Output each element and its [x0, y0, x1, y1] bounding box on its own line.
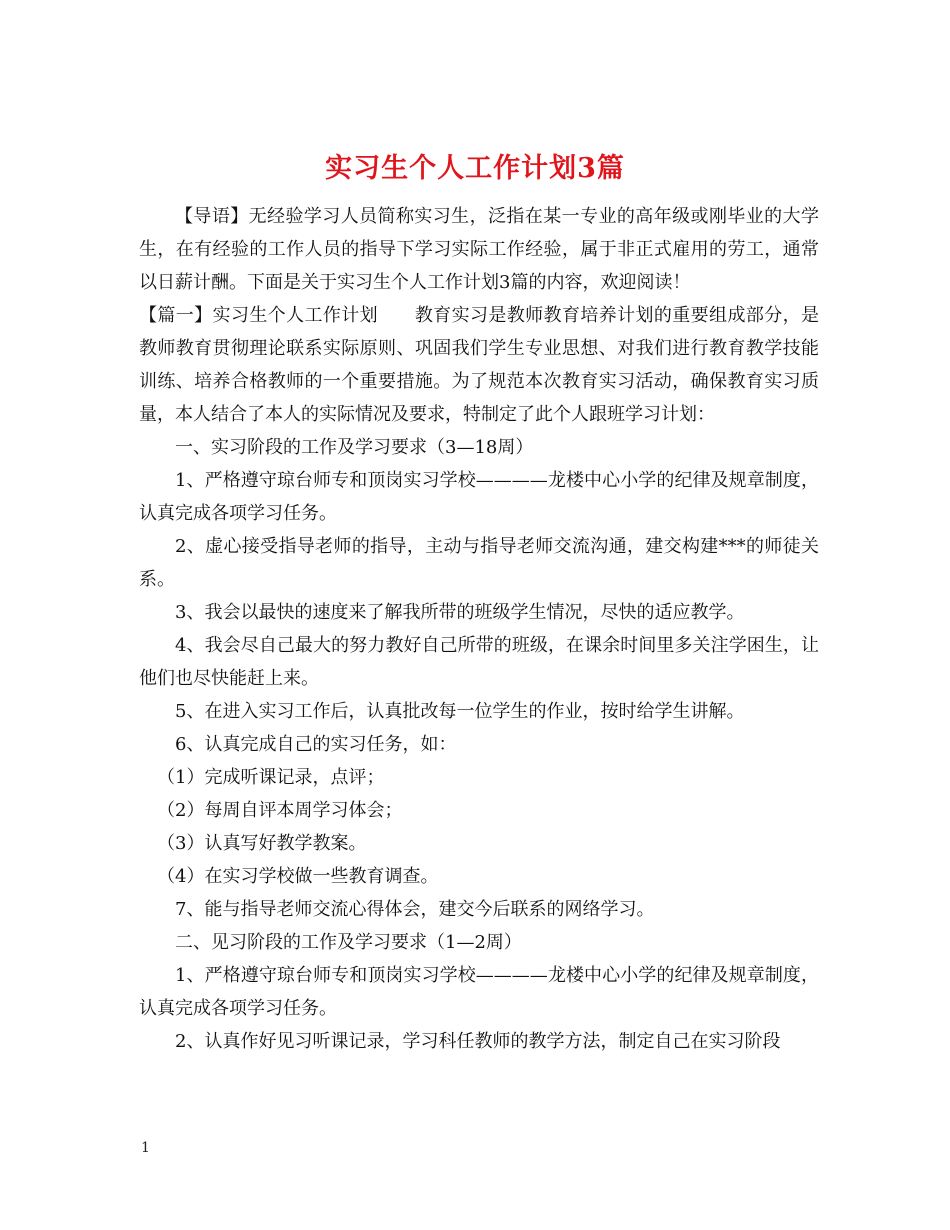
paragraph: （3）认真写好教学教案。: [157, 833, 367, 854]
paragraph: 7、能与指导老师交流心得体会，建交今后联系的网络学习。: [175, 899, 655, 920]
paragraph: （2）每周自评本周学习体会；: [157, 800, 403, 821]
paragraph: 5、在进入实习工作后，认真批改每一位学生的作业，按时给学生讲解。: [175, 701, 745, 722]
paragraph: 一、实习阶段的工作及学习要求（3—18周）: [175, 437, 534, 458]
paragraph: 1、严格遵守琼台师专和顶岗实习学校————龙楼中心小学的纪律及规章制度，认真完成各项学习任务。: [139, 470, 819, 524]
paragraph: 【导语】无经验学习人员简称实习生，泛指在某一专业的高年级或刚毕业的大学生，在有经验的工作人员的指导下学习实际工作经验，属于非正式雇用的劳工，通常以日薪计酬。下面是关于实习生个人工作计划3篇的内容，欢迎阅读！: [139, 206, 819, 293]
page-number: 1: [141, 1140, 150, 1156]
document-title: 实习生个人工作计划3篇: [325, 153, 625, 185]
paragraph: 6、认真完成自己的实习任务，如：: [175, 734, 457, 755]
paragraph: 4、我会尽自己最大的努力教好自己所带的班级，在课余时间里多关注学困生，让他们也尽快能赶上来。: [139, 635, 819, 689]
paragraph: 3、我会以最快的速度来了解我所带的班级学生情况，尽快的适应教学。: [175, 602, 745, 623]
paragraph: 【篇一】实习生个人工作计划 教育实习是教师教育培养计划的重要组成部分，是教师教育贯彻理论联系实际原则、巩固我们学生专业思想、对我们进行教育教学技能训练、培养合格教师的一个重要措施。为了规范本次教育实习活动，确保教育实习质量，本人结合了本人的实际情况及要求，特制定了此个人跟班学习计划：: [139, 305, 819, 425]
paragraph: （4）在实习学校做一些教育调查。: [157, 866, 439, 887]
paragraph: 二、见习阶段的工作及学习要求（1—2周）: [175, 932, 522, 953]
paragraph: （1）完成听课记录，点评；: [157, 767, 385, 788]
paragraph: 2、认真作好见习听课记录，学习科任教师的教学方法，制定自己在实习阶段: [175, 1031, 781, 1052]
paragraph: 1、严格遵守琼台师专和顶岗实习学校————龙楼中心小学的纪律及规章制度，认真完成各项学习任务。: [139, 965, 819, 1019]
paragraph: 2、虚心接受指导老师的指导，主动与指导老师交流沟通，建交构建***的师徒关系。: [139, 536, 819, 590]
document-body: [139, 200, 819, 1058]
